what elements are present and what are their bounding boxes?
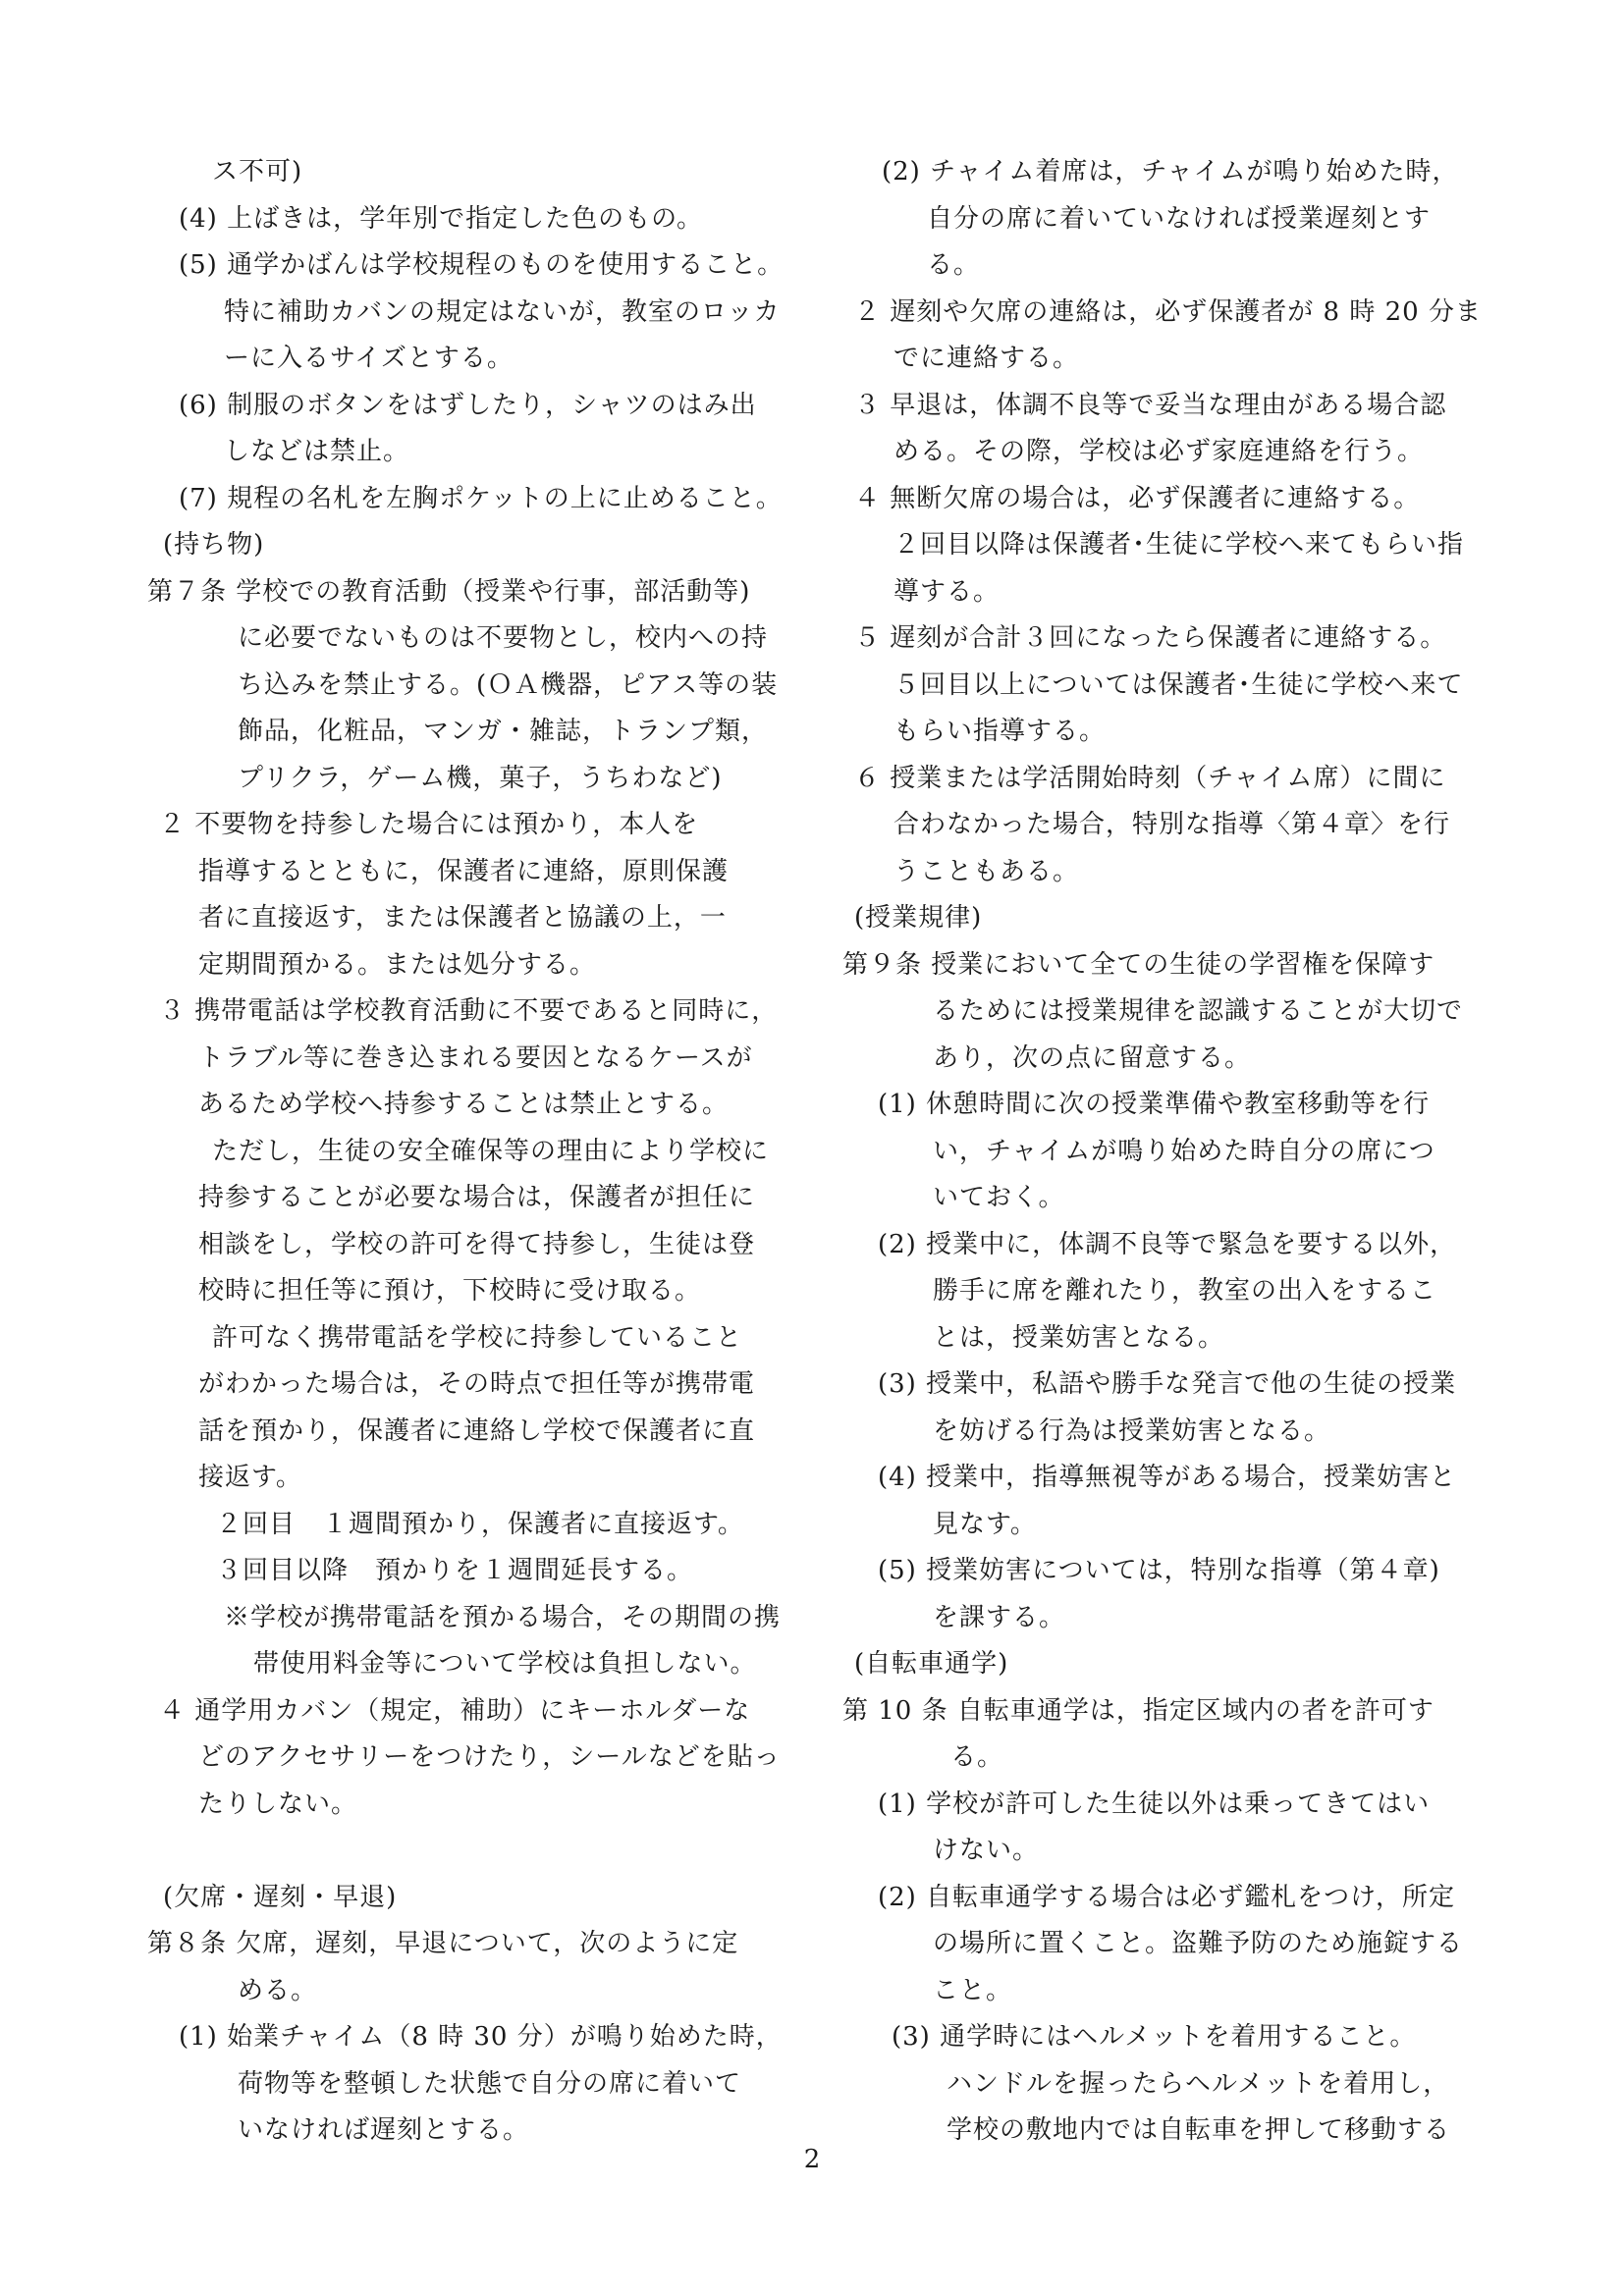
text-line: ２ 遅刻や欠席の連絡は，必ず保護者が 8 時 20 分ま (854, 296, 1482, 327)
text-line: 者に直接返す，または保護者と協議の上，一 (198, 903, 727, 933)
text-line: 第８条 欠席，遅刻，早退について，次のように定 (147, 1929, 739, 1958)
text-line: ５回目以上については保護者･生徒に学校へ来て (893, 669, 1464, 700)
text-line: (2) チャイム着席は，チャイムが鳴り始めた時， (882, 157, 1459, 187)
text-line: 勝手に席を離れたり，教室の出入をするこ (933, 1276, 1437, 1306)
text-line: る。 (950, 1742, 1004, 1772)
text-line (147, 1828, 795, 1875)
text-line: (3) 通学時にはヘルメットを着用すること。 (892, 2022, 1417, 2052)
text-line: (4) 上ばきは，学年別で指定した色のもの。 (179, 203, 704, 234)
text-line: 導する。 (893, 576, 1001, 607)
text-line: 帯使用料金等について学校は負担しない。 (253, 1649, 757, 1679)
text-line: (1) 始業チャイム（8 時 30 分）が鳴り始めた時， (179, 2022, 783, 2052)
text-line: 相談をし，学校の許可を得て持参し，生徒は登 (198, 1229, 756, 1259)
text-line: トラブル等に巻き込まれる要因となるケースが (198, 1042, 753, 1073)
text-line: (5) 授業妨害については，特別な指導（第４章) (878, 1556, 1440, 1585)
text-line: ス不可) (212, 157, 303, 187)
text-line: ４ 通学用カバン（規定，補助）にキーホルダーな (159, 1695, 751, 1726)
text-line: 第９条 授業において全ての生徒の学習権を保障す (842, 949, 1435, 980)
text-line: (授業規律) (854, 903, 983, 933)
text-line: 合わなかった場合，特別な指導〈第４章〉を行 (893, 810, 1451, 839)
text-line: ２回目以降は保護者･生徒に学校へ来てもらい指 (893, 530, 1465, 560)
text-line: ５ 遅刻が合計３回になったら保護者に連絡する。 (854, 623, 1447, 653)
text-line: (2) 授業中に，体調不良等で緊急を要する以外， (878, 1229, 1457, 1259)
text-line: でに連絡する。 (893, 344, 1080, 373)
text-line: ハンドルを握ったらヘルメットを着用し， (947, 2068, 1450, 2099)
text-line: 定期間預かる。または処分する。 (198, 949, 597, 980)
text-line: プリクラ，ゲーム機，菓子，うちわなど) (238, 763, 723, 793)
text-line: 自分の席に着いていなければ授業遅刻とす (927, 203, 1432, 234)
text-line: ーに入るサイズとする。 (224, 344, 514, 373)
text-line: ２ 不要物を持参した場合には預かり，本人を (159, 810, 699, 839)
text-line: ※学校が携帯電話を預かる場合，その期間の携 (224, 1602, 782, 1632)
text-line: いておく。 (933, 1183, 1065, 1212)
text-line: (持ち物) (163, 530, 265, 560)
text-line: ３回目以降 預かりを１週間延長する。 (216, 1556, 694, 1585)
text-line: とは，授業妨害となる。 (933, 1322, 1225, 1353)
text-line: (5) 通学かばんは学校規程のものを使用すること。 (179, 250, 785, 280)
text-line: けない。 (933, 1836, 1040, 1865)
text-line: を妨げる行為は授業妨害となる。 (933, 1415, 1331, 1446)
text-line: (1) 学校が許可した生徒以外は乗ってきてはい (878, 1789, 1431, 1819)
left-column (147, 149, 795, 2155)
text-line: 話を預かり，保護者に連絡し学校で保護者に直 (198, 1415, 756, 1446)
text-line: の場所に置くこと。盗難予防のため施錠する (933, 1929, 1464, 1958)
text-line: に必要でないものは不要物とし，校内への持 (238, 623, 769, 653)
text-line: ただし，生徒の安全確保等の理由により学校に (212, 1136, 770, 1166)
text-line: 校時に担任等に預け，下校時に受け取る。 (198, 1276, 701, 1306)
text-line: ３ 携帯電話は学校教育活動に不要であると同時に， (159, 996, 779, 1026)
text-line: ２回目 １週間預かり，保護者に直接返す。 (216, 1509, 744, 1539)
text-line: がわかった場合は，その時点で担任等が携帯電 (198, 1369, 756, 1399)
text-line: (3) 授業中，私語や勝手な発言で他の生徒の授業 (878, 1369, 1457, 1399)
text-line: 第 10 条 自転車通学は，指定区域内の者を許可す (842, 1695, 1435, 1726)
text-line: 特に補助カバンの規定はないが，教室のロッカ (224, 296, 781, 327)
text-line: (1) 休憩時間に次の授業準備や教室移動等を行 (878, 1090, 1431, 1119)
text-line: 指導するとともに，保護者に連絡，原則保護 (198, 856, 730, 886)
text-line: いなければ遅刻とする。 (238, 2115, 530, 2145)
right-column (842, 149, 1490, 2155)
text-line: を課する。 (933, 1602, 1066, 1632)
text-line: こと。 (933, 1975, 1013, 2005)
text-line: (自転車通学) (854, 1649, 1009, 1679)
text-line: 持参することが必要な場合は，保護者が担任に (198, 1183, 756, 1212)
text-line: 第７条 学校での教育活動（授業や行事，部活動等) (147, 576, 751, 607)
text-line: (欠席・遅刻・早退) (163, 1882, 398, 1912)
text-line: あり，次の点に留意する。 (933, 1042, 1252, 1073)
text-line: める。その際，学校は必ず家庭連絡を行う。 (893, 437, 1425, 466)
text-line: (4) 授業中，指導無視等がある場合，授業妨害と (878, 1463, 1457, 1492)
text-line: 学校の敷地内では自転車を押して移動する (947, 2115, 1451, 2145)
text-line: 見なす。 (933, 1509, 1037, 1539)
text-line: める。 (238, 1975, 318, 2005)
page-number: 2 (803, 2145, 821, 2174)
text-line: ち込みを禁止する。(ＯＡ機器，ピアス等の装 (238, 669, 779, 700)
text-line: たりしない。 (198, 1789, 358, 1819)
text-line: (2) 自転車通学する場合は必ず鑑札をつけ，所定 (878, 1882, 1456, 1912)
text-line: 許可なく携帯電話を学校に持参していること (212, 1322, 743, 1353)
text-line: 接返す。 (198, 1463, 302, 1492)
text-line: ４ 無断欠席の場合は，必ず保護者に連絡する。 (854, 483, 1421, 513)
text-line: ３ 早退は，体調不良等で妥当な理由がある場合認 (854, 390, 1447, 420)
text-line: もらい指導する。 (893, 717, 1107, 746)
text-line: い，チャイムが鳴り始めた時自分の席につ (933, 1136, 1435, 1166)
text-line: るためには授業規律を認識することが大切で (933, 996, 1464, 1026)
text-line: (7) 規程の名札を左胸ポケットの上に止めること。 (179, 483, 783, 513)
text-line: 飾品，化粧品，マンガ・雑誌，トランプ類， (238, 717, 769, 746)
text-line: どのアクセサリーをつけたり，シールなどを貼っ (198, 1742, 781, 1772)
text-line: あるため学校へ持参することは禁止とする。 (198, 1090, 730, 1119)
text-line: しなどは禁止。 (224, 437, 410, 466)
text-line: 荷物等を整頓した状態で自分の席に着いて (238, 2068, 742, 2099)
text-line: ６ 授業または学活開始時刻（チャイム席）に間に (854, 763, 1446, 793)
text-line: る。 (927, 250, 981, 280)
text-line: うこともある。 (893, 856, 1080, 886)
text-line: (6) 制服のボタンをはずしたり，シャツのはみ出 (179, 390, 757, 420)
